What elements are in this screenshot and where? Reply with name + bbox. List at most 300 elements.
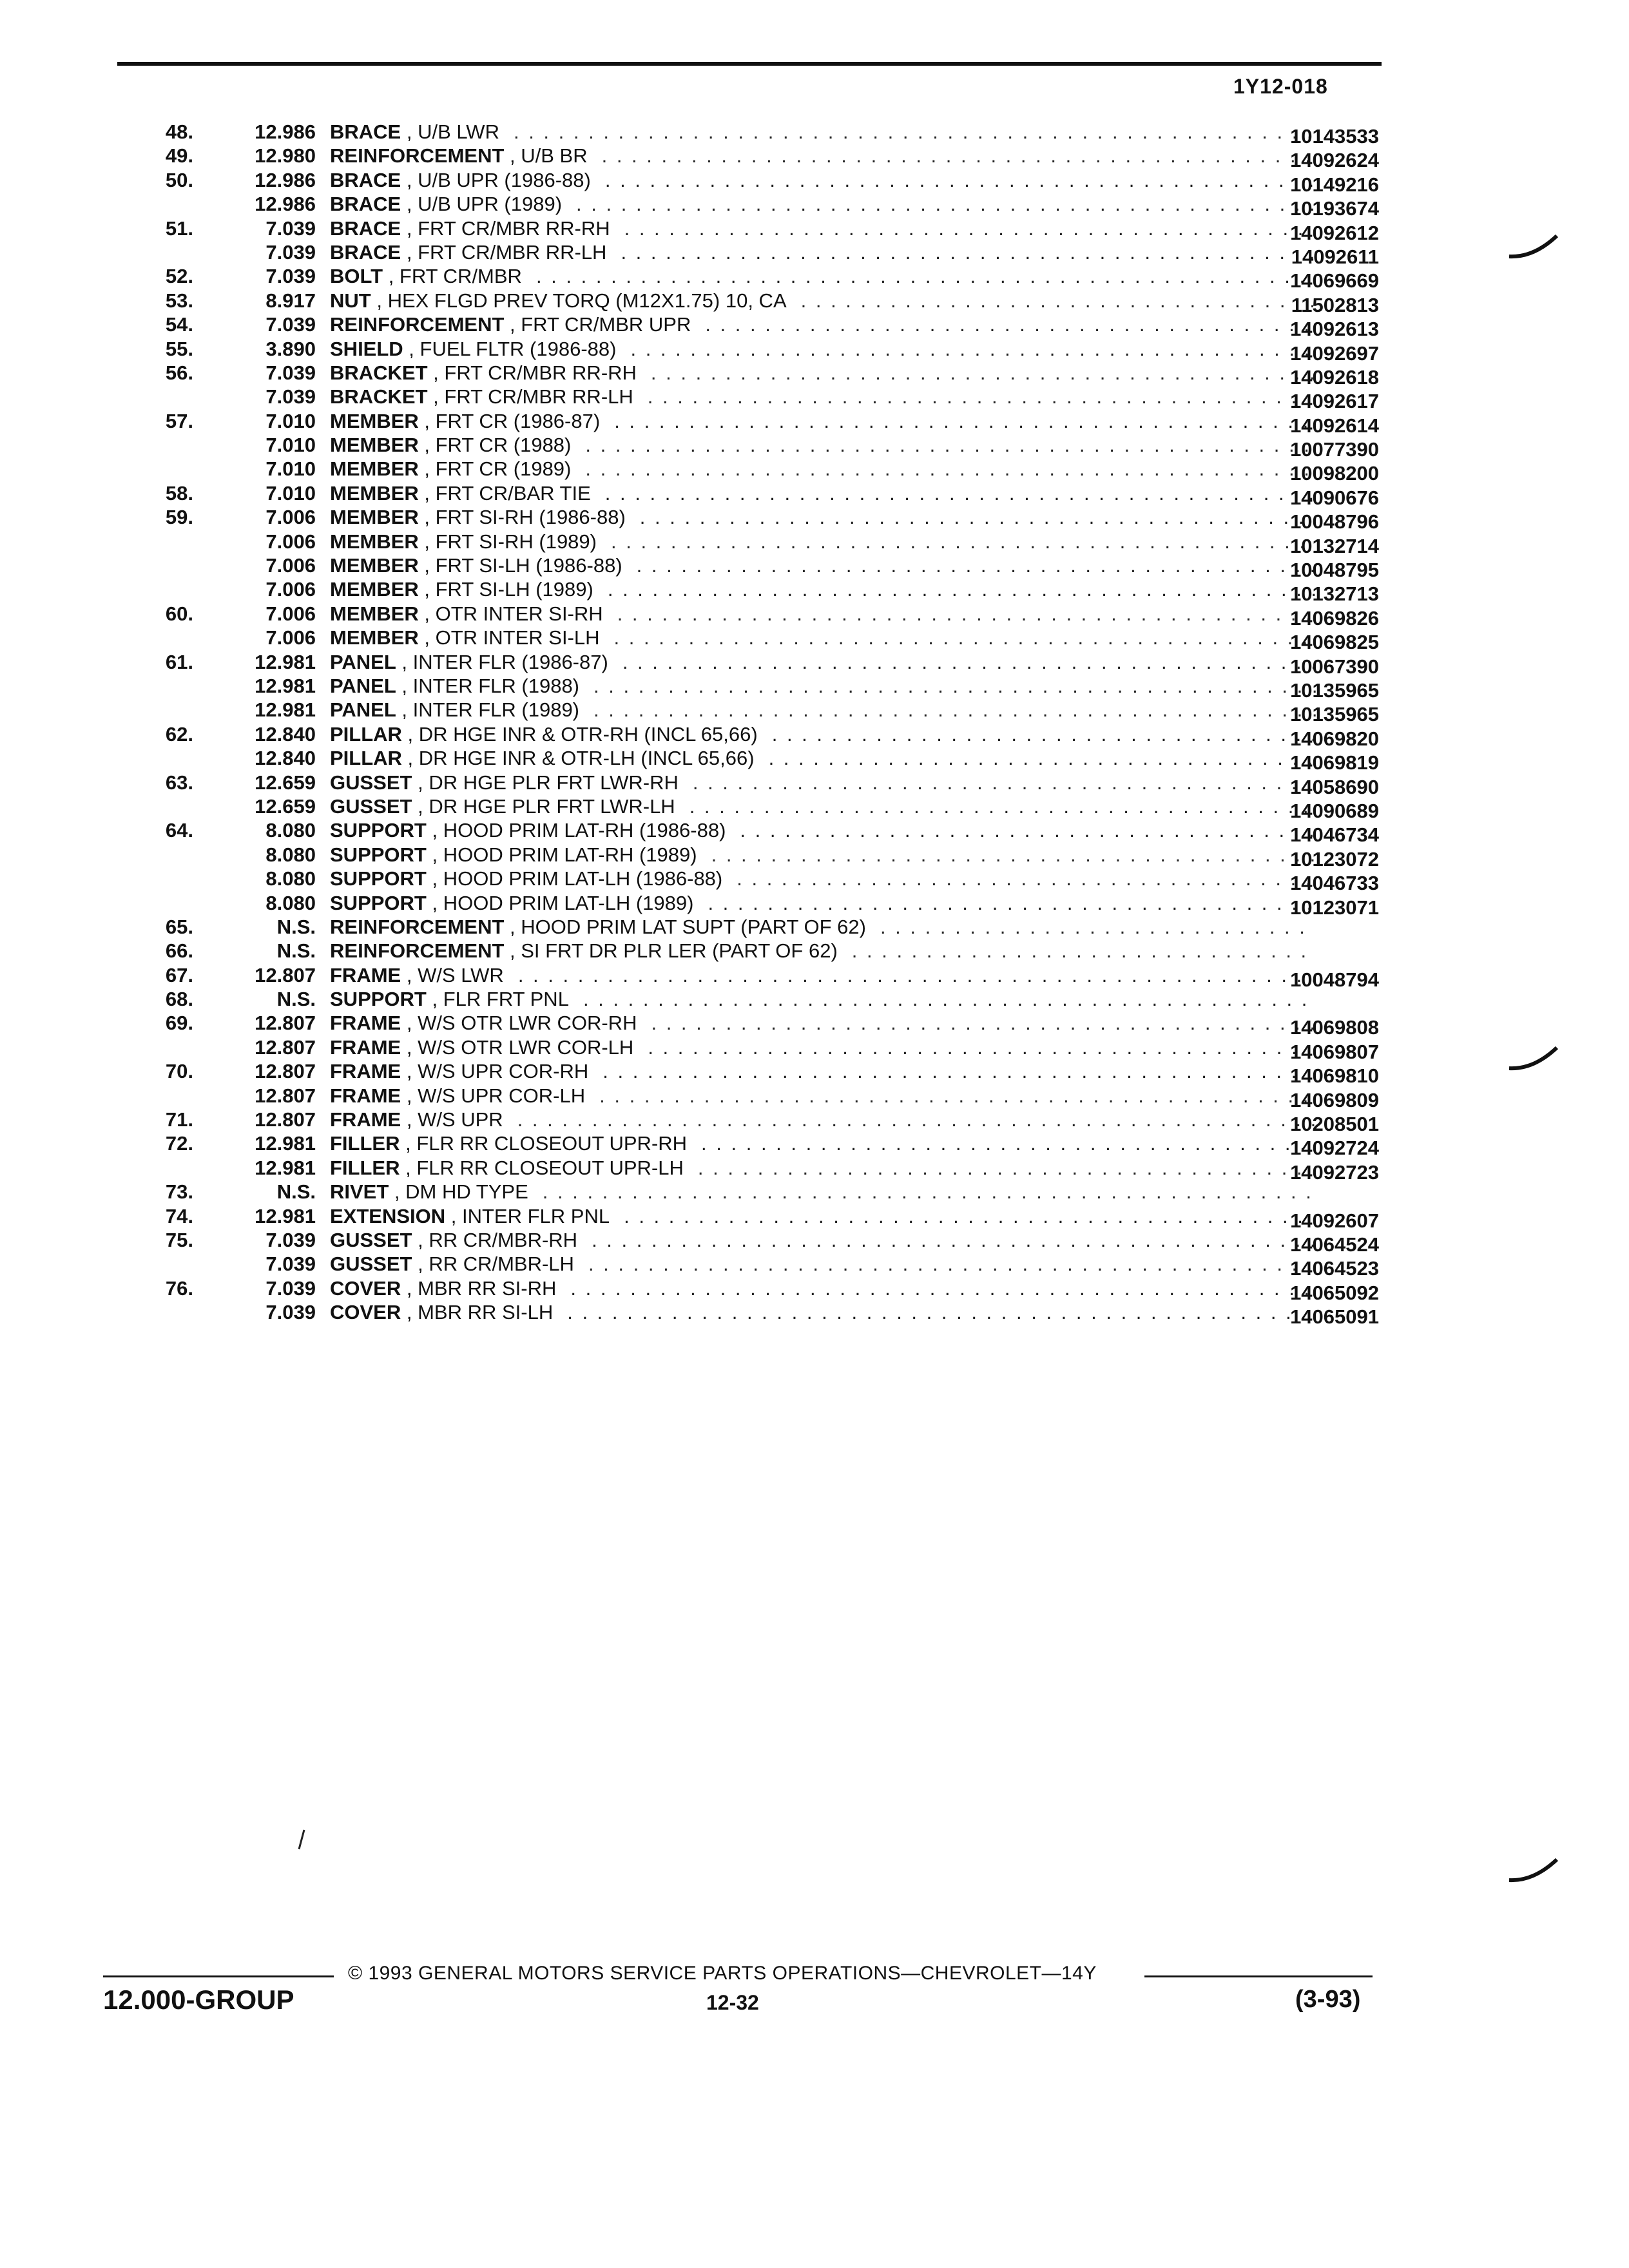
dot-leader: [701, 1131, 1316, 1155]
part-detail: FRT SI-LH (1986-88): [435, 554, 622, 577]
dot-leader: [801, 289, 1316, 312]
part-description: [330, 433, 1335, 457]
part-number: 14064523: [1290, 1257, 1379, 1280]
part-number: 10132713: [1290, 582, 1379, 606]
part-row: [129, 1300, 1379, 1329]
part-row: [129, 915, 1379, 939]
name-separator: ,: [371, 289, 388, 312]
part-number: 10098200: [1290, 462, 1379, 485]
ref-number: 51.: [165, 216, 193, 240]
part-detail: FLR RR CLOSEOUT UPR-LH: [416, 1156, 684, 1179]
part-name: FILLER: [330, 1132, 400, 1155]
dot-leader: [624, 216, 1316, 240]
group-number: 8.080: [265, 819, 316, 842]
dot-leader: [769, 746, 1316, 770]
part-description: [330, 698, 1335, 722]
part-number: 14065092: [1290, 1281, 1379, 1304]
part-row: [129, 1228, 1379, 1256]
ref-number: 75.: [165, 1228, 193, 1251]
dot-leader: [588, 1252, 1316, 1276]
part-description: [330, 409, 1335, 433]
part-description: [330, 746, 1335, 770]
part-name: COVER: [330, 1301, 401, 1324]
part-number: 10048795: [1290, 559, 1379, 582]
group-number: 7.039: [265, 216, 316, 240]
part-detail: INTER FLR (1989): [412, 698, 580, 722]
part-row: [129, 650, 1379, 678]
part-description: [330, 1180, 1335, 1204]
part-number: 14058690: [1290, 775, 1379, 798]
part-row: [129, 843, 1379, 870]
part-number: 10123071: [1290, 896, 1379, 919]
ref-number: 56.: [165, 361, 193, 384]
ref-number: 66.: [165, 939, 193, 963]
dot-leader: [567, 1300, 1316, 1324]
part-description: [330, 1252, 1335, 1276]
group-number: 12.986: [255, 120, 316, 143]
group-number: 8.080: [265, 843, 316, 866]
part-row: [129, 337, 1379, 365]
part-row: [129, 1084, 1379, 1111]
name-separator: ,: [412, 771, 429, 794]
part-name: BRACE: [330, 168, 401, 191]
group-number: N.S.: [276, 939, 316, 963]
part-number: 14069808: [1290, 1016, 1379, 1039]
part-description: [330, 650, 1335, 674]
part-detail: W/S OTR LWR COR-LH: [418, 1035, 634, 1059]
part-name: REINFORCEMENT: [330, 144, 505, 168]
part-number: 14065091: [1290, 1305, 1379, 1329]
part-detail: FLR RR CLOSEOUT UPR-RH: [416, 1132, 688, 1155]
ref-number: 52.: [165, 265, 193, 288]
part-number: 14092613: [1290, 318, 1379, 341]
part-detail: MBR RR SI-LH: [418, 1301, 554, 1324]
footer-group: 12.000-GROUP: [103, 1984, 294, 2015]
part-row: [129, 1035, 1379, 1063]
part-name: MEMBER: [330, 530, 419, 553]
part-detail: FUEL FLTR (1986-88): [419, 337, 617, 360]
part-row: [129, 530, 1379, 557]
dot-leader: [693, 771, 1316, 794]
part-name: FRAME: [330, 1108, 401, 1131]
part-description: [330, 963, 1335, 987]
part-detail: FRT SI-RH (1986-88): [435, 506, 626, 529]
part-row: [129, 794, 1379, 822]
part-description: [330, 1035, 1335, 1059]
part-name: SUPPORT: [330, 819, 427, 842]
name-separator: ,: [401, 1035, 418, 1059]
dot-leader: [698, 1156, 1316, 1180]
group-number: 7.039: [265, 1276, 316, 1300]
part-description: [330, 939, 1335, 963]
dot-leader: [624, 1204, 1316, 1228]
part-name: MEMBER: [330, 481, 419, 505]
name-separator: ,: [383, 265, 400, 288]
name-separator: ,: [418, 457, 436, 481]
part-description: [330, 602, 1335, 626]
group-number: 7.006: [265, 554, 316, 577]
name-separator: ,: [396, 674, 413, 697]
part-detail: FRT CR/MBR RR-RH: [444, 361, 637, 384]
name-separator: ,: [401, 120, 418, 143]
group-number: 7.039: [265, 361, 316, 384]
part-detail: MBR RR SI-RH: [418, 1276, 557, 1300]
part-number: 14069826: [1290, 606, 1379, 629]
part-detail: FRT CR/MBR RR-LH: [444, 385, 633, 408]
part-detail: HEX FLGD PREV TORQ (M12X1.75) 10, CA: [387, 289, 787, 312]
part-number: 14046733: [1290, 872, 1379, 895]
ref-number: 54.: [165, 313, 193, 336]
part-row: [129, 818, 1379, 847]
part-name: MEMBER: [330, 434, 419, 457]
part-number: 14069809: [1290, 1088, 1379, 1111]
dot-leader: [536, 264, 1316, 288]
part-row: [129, 192, 1379, 220]
part-detail: W/S LWR: [418, 963, 504, 986]
name-separator: ,: [426, 819, 443, 842]
binding-mark: [1508, 1044, 1559, 1076]
name-separator: ,: [401, 1108, 418, 1131]
part-description: [330, 1156, 1335, 1180]
ref-number: 63.: [165, 771, 193, 794]
dot-leader: [599, 1084, 1316, 1108]
part-row: [129, 1131, 1379, 1160]
dot-leader: [614, 626, 1316, 649]
name-separator: ,: [401, 193, 418, 216]
part-description: [330, 915, 1335, 939]
part-number: 14092614: [1290, 414, 1379, 437]
name-separator: ,: [504, 939, 521, 963]
group-number: N.S.: [276, 915, 316, 938]
part-name: FRAME: [330, 1012, 401, 1035]
name-separator: ,: [418, 626, 436, 649]
part-name: PILLAR: [330, 747, 402, 770]
part-row: [129, 577, 1379, 606]
part-description: [330, 818, 1335, 842]
part-row: [129, 289, 1379, 316]
part-number: 14064524: [1290, 1233, 1379, 1256]
part-detail: FRT SI-LH (1989): [435, 578, 593, 601]
part-description: [330, 530, 1335, 553]
part-detail: U/B UPR (1989): [418, 193, 563, 216]
group-number: 7.039: [265, 1228, 316, 1251]
part-detail: HOOD PRIM LAT SUPT (PART OF 62): [521, 915, 866, 938]
part-description: [330, 1011, 1335, 1035]
name-separator: ,: [427, 385, 445, 408]
ref-number: 68.: [165, 988, 193, 1011]
dot-leader: [576, 192, 1316, 216]
part-number: 14092723: [1290, 1160, 1379, 1184]
ref-number: 50.: [165, 168, 193, 191]
name-separator: ,: [400, 1156, 417, 1179]
group-number: 7.010: [265, 481, 316, 505]
part-row: [129, 963, 1379, 991]
name-separator: ,: [418, 434, 436, 457]
part-row: [129, 987, 1379, 1011]
part-description: [330, 577, 1335, 601]
dot-leader: [705, 312, 1316, 336]
part-detail: INTER FLR (1988): [412, 674, 580, 697]
part-description: [330, 794, 1335, 818]
ref-number: 76.: [165, 1276, 193, 1300]
part-description: [330, 1276, 1335, 1300]
dot-leader: [605, 168, 1316, 192]
part-name: GUSSET: [330, 794, 412, 818]
part-row: [129, 1276, 1379, 1304]
part-row: [129, 361, 1379, 389]
dot-leader: [640, 505, 1316, 529]
group-number: 12.981: [255, 1132, 316, 1155]
part-name: BRACKET: [330, 385, 428, 408]
part-name: REINFORCEMENT: [330, 915, 505, 938]
part-number: 10135965: [1290, 703, 1379, 726]
part-row: [129, 481, 1379, 509]
group-number: 12.807: [255, 1108, 316, 1131]
binding-mark: [1508, 232, 1559, 264]
part-detail: FRT CR/MBR UPR: [521, 313, 691, 336]
part-number: 14090676: [1290, 486, 1379, 509]
part-detail: HOOD PRIM LAT-RH (1986-88): [443, 819, 726, 842]
part-description: [330, 120, 1335, 144]
ref-number: 65.: [165, 915, 193, 938]
part-detail: FRT CR/MBR: [399, 265, 522, 288]
name-separator: ,: [418, 602, 436, 625]
part-name: EXTENSION: [330, 1204, 446, 1227]
part-description: [330, 481, 1335, 505]
part-description: [330, 1131, 1335, 1155]
dot-leader: [617, 602, 1316, 626]
part-description: [330, 505, 1335, 529]
part-row: [129, 264, 1379, 293]
ref-number: 61.: [165, 650, 193, 673]
part-description: [330, 771, 1335, 794]
dot-leader: [651, 361, 1316, 385]
part-description: [330, 289, 1335, 312]
group-number: 12.981: [255, 674, 316, 697]
dot-leader: [711, 843, 1316, 867]
part-name: SHIELD: [330, 337, 403, 360]
part-detail: FRT CR (1986-87): [435, 409, 601, 432]
name-separator: ,: [418, 481, 436, 505]
part-description: [330, 891, 1335, 915]
part-detail: FRT CR (1988): [435, 434, 572, 457]
part-row: [129, 867, 1379, 895]
part-row: [129, 216, 1379, 244]
ref-number: 71.: [165, 1108, 193, 1131]
part-name: PANEL: [330, 650, 396, 673]
part-detail: W/S UPR: [418, 1108, 503, 1131]
part-description: [330, 867, 1335, 890]
part-name: NUT: [330, 289, 371, 312]
part-detail: FRT SI-RH (1989): [435, 530, 597, 553]
ref-number: 74.: [165, 1204, 193, 1227]
part-name: PANEL: [330, 698, 396, 722]
part-row: [129, 385, 1379, 413]
part-number: 10208501: [1290, 1113, 1379, 1136]
group-number: N.S.: [276, 1180, 316, 1204]
group-number: 12.981: [255, 698, 316, 722]
part-name: MEMBER: [330, 602, 419, 625]
name-separator: ,: [426, 988, 443, 1011]
part-name: RIVET: [330, 1180, 389, 1204]
group-number: 7.006: [265, 602, 316, 625]
name-separator: ,: [401, 1012, 418, 1035]
name-separator: ,: [401, 240, 418, 264]
part-number: 14069807: [1290, 1040, 1379, 1063]
name-separator: ,: [427, 361, 445, 384]
part-row: [129, 1180, 1379, 1204]
part-row: [129, 626, 1379, 654]
part-detail: OTR INTER SI-RH: [435, 602, 603, 625]
part-number: 10143533: [1290, 125, 1379, 148]
part-number: 14069820: [1290, 727, 1379, 750]
name-separator: ,: [418, 506, 436, 529]
dot-leader: [602, 1059, 1316, 1083]
dot-leader: [648, 385, 1316, 408]
group-number: 12.807: [255, 963, 316, 986]
part-number: 10149216: [1290, 173, 1379, 196]
part-name: FRAME: [330, 1035, 401, 1059]
ref-number: 59.: [165, 506, 193, 529]
part-number: 14069810: [1290, 1064, 1379, 1088]
part-row: [129, 433, 1379, 461]
part-number: 14092618: [1290, 365, 1379, 389]
part-row: [129, 1156, 1379, 1184]
dot-leader: [570, 1276, 1316, 1300]
part-description: [330, 843, 1335, 867]
name-separator: ,: [401, 1060, 418, 1083]
dot-leader: [611, 530, 1316, 553]
part-description: [330, 987, 1335, 1011]
group-number: 12.840: [255, 722, 316, 745]
part-name: FRAME: [330, 1060, 401, 1083]
part-detail: DR HGE PLR FRT LWR-LH: [429, 794, 675, 818]
part-number: 10048796: [1290, 510, 1379, 533]
part-row: [129, 746, 1379, 774]
part-detail: SI FRT DR PLR LER (PART OF 62): [521, 939, 838, 963]
name-separator: ,: [389, 1180, 406, 1204]
group-number: 12.981: [255, 650, 316, 673]
group-number: 7.006: [265, 578, 316, 601]
footer-date: (3-93): [1295, 1986, 1361, 2013]
dot-leader: [514, 120, 1316, 144]
group-number: 12.807: [255, 1035, 316, 1059]
dot-leader: [621, 240, 1316, 264]
dot-leader: [543, 1180, 1316, 1204]
ref-number: 70.: [165, 1060, 193, 1083]
part-detail: U/B BR: [521, 144, 588, 168]
part-number: 14092697: [1290, 341, 1379, 365]
part-name: SUPPORT: [330, 867, 427, 890]
part-detail: HOOD PRIM LAT-RH (1989): [443, 843, 697, 866]
name-separator: ,: [412, 794, 429, 818]
name-separator: ,: [504, 313, 521, 336]
dot-leader: [593, 698, 1316, 722]
group-number: 7.039: [265, 313, 316, 336]
ref-number: 55.: [165, 337, 193, 360]
part-number: 14092617: [1290, 390, 1379, 413]
part-name: BRACE: [330, 193, 401, 216]
group-number: 7.039: [265, 385, 316, 408]
dot-leader: [630, 337, 1316, 361]
part-description: [330, 1204, 1335, 1228]
part-row: [129, 457, 1379, 485]
name-separator: ,: [445, 1204, 462, 1227]
part-name: REINFORCEMENT: [330, 313, 505, 336]
footer-page-number: 12-32: [706, 1991, 759, 2014]
part-name: COVER: [330, 1276, 401, 1300]
dot-leader: [593, 674, 1316, 698]
part-name: MEMBER: [330, 457, 419, 481]
part-detail: DR HGE PLR FRT LWR-RH: [429, 771, 679, 794]
part-description: [330, 553, 1335, 577]
group-number: 12.981: [255, 1156, 316, 1179]
ref-number: 49.: [165, 144, 193, 168]
part-number: 14090689: [1290, 799, 1379, 822]
part-name: FRAME: [330, 1084, 401, 1107]
part-name: FRAME: [330, 963, 401, 986]
dot-leader: [585, 433, 1316, 457]
part-row: [129, 698, 1379, 726]
part-number: 10135965: [1290, 678, 1379, 702]
part-name: SUPPORT: [330, 843, 427, 866]
ref-number: 62.: [165, 722, 193, 745]
part-detail: HOOD PRIM LAT-LH (1989): [443, 891, 694, 914]
part-detail: FRT CR/MBR RR-LH: [418, 240, 607, 264]
ref-number: 57.: [165, 409, 193, 432]
part-detail: RR CR/MBR-LH: [429, 1253, 574, 1276]
name-separator: ,: [396, 650, 413, 673]
part-description: [330, 337, 1335, 361]
part-number: 14092612: [1290, 221, 1379, 244]
part-detail: FLR FRT PNL: [443, 988, 569, 1011]
dot-leader: [605, 481, 1316, 505]
dot-leader: [637, 553, 1316, 577]
group-number: 12.986: [255, 168, 316, 191]
part-number: 14046734: [1290, 823, 1379, 847]
part-description: [330, 264, 1335, 288]
part-detail: RR CR/MBR-RH: [429, 1228, 578, 1251]
part-detail: W/S UPR COR-RH: [418, 1060, 589, 1083]
part-detail: U/B LWR: [418, 120, 499, 143]
parts-list: [129, 120, 1379, 1329]
name-separator: ,: [401, 168, 418, 191]
dot-leader: [737, 867, 1316, 890]
group-number: 3.890: [265, 337, 316, 360]
part-row: [129, 602, 1379, 629]
part-description: [330, 674, 1335, 698]
part-number: 11502813: [1291, 293, 1379, 316]
name-separator: ,: [401, 1084, 418, 1107]
part-row: [129, 939, 1379, 963]
part-description: [330, 457, 1335, 481]
name-separator: ,: [504, 144, 521, 168]
group-number: 7.010: [265, 409, 316, 432]
part-number: 10077390: [1290, 438, 1379, 461]
part-detail: OTR INTER SI-LH: [435, 626, 600, 649]
name-separator: ,: [403, 337, 420, 360]
part-name: GUSSET: [330, 1253, 412, 1276]
part-name: BOLT: [330, 265, 383, 288]
group-number: 12.807: [255, 1084, 316, 1107]
name-separator: ,: [426, 843, 443, 866]
part-number: 14092607: [1290, 1209, 1379, 1232]
group-number: 7.039: [265, 240, 316, 264]
name-separator: ,: [401, 747, 419, 770]
part-row: [129, 771, 1379, 798]
part-name: MEMBER: [330, 578, 419, 601]
part-name: MEMBER: [330, 506, 419, 529]
